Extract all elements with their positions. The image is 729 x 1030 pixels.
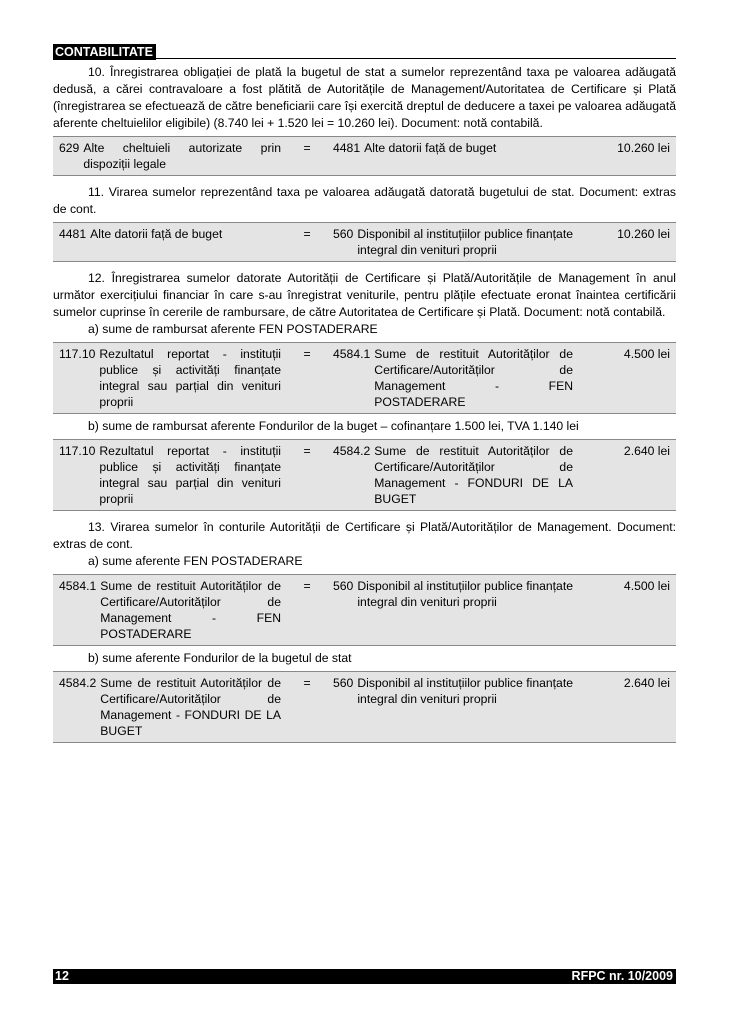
paragraph-10: 10. Înregistrarea obligației de plată la bugetul de stat a sumelor reprezentând taxa pe valoarea adăugată dedusă, a cărei contravaloare a fost plătită de Autoritățile de Management/Autoritatea de Certificare și Plată (înregistrarea se efectuează de către beneficiarii care își exercită dreptul de deducere a taxei pe valoarea adăugată aferente cheltuielilor eligibile) (8.740 lei + 1.520 lei = 10.260 lei). Document: notă contabilă. (53, 65, 676, 130)
debit-account (53, 440, 281, 510)
entry-amount: 4.500 lei (623, 347, 670, 361)
paragraph-13a: a) sume aferente FEN POSTADERARE (88, 554, 303, 568)
debit-account (53, 672, 281, 742)
equals-sign: = (303, 444, 311, 458)
debit-account (53, 137, 281, 175)
credit-account (333, 440, 573, 510)
equals-sign: = (303, 227, 311, 241)
debit-code: 117.10 (59, 347, 96, 361)
debit-name: Alte datorii față de buget (90, 227, 223, 241)
debit-account (53, 223, 281, 261)
credit-name: Alte datorii față de buget (364, 141, 497, 155)
magazine-issue: RFPC nr. 10/2009 (571, 969, 673, 983)
debit-name: Sume de restituit Autorităților de Certificare/Autorităților de Management - FEN POSTADERARE (100, 579, 281, 641)
credit-code: 4584.1 (333, 347, 371, 361)
credit-account (333, 575, 573, 645)
journal-entry-12b (53, 439, 676, 511)
entry-amount: 10.260 lei (617, 227, 670, 241)
credit-account (333, 223, 573, 261)
paragraph-11: 11. Virarea sumelor reprezentând taxa pe valoarea adăugată datorată bugetului de stat. Document: extras de cont. (53, 185, 676, 216)
paragraph-12a: a) sume de rambursat aferente FEN POSTADERARE (88, 322, 378, 336)
entry-amount: 4.500 lei (623, 579, 670, 593)
credit-account (333, 137, 573, 175)
credit-name: Sume de restituit Autorităților de Certificare/Autorităților de Management - FEN POSTADERARE (374, 347, 573, 409)
debit-code: 4584.1 (59, 579, 97, 593)
debit-account (53, 343, 281, 413)
paragraph-12b: b) sume de rambursat aferente Fondurilor de la buget – cofinanțare 1.500 lei, TVA 1.140 lei (88, 419, 579, 433)
debit-account (53, 575, 281, 645)
debit-code: 4481 (59, 227, 87, 241)
equals-sign: = (303, 347, 311, 361)
debit-code: 629 (59, 141, 80, 155)
debit-name: Alte cheltuieli autorizate prin dispoziții legale (83, 141, 281, 171)
credit-account (333, 343, 573, 413)
credit-code: 560 (333, 579, 354, 593)
journal-entry-11 (53, 222, 676, 262)
equals-sign: = (303, 141, 311, 155)
equals-sign: = (303, 579, 311, 593)
credit-account (333, 672, 573, 742)
journal-entry-10 (53, 136, 676, 176)
entry-amount: 10.260 lei (617, 141, 670, 155)
credit-code: 560 (333, 676, 354, 690)
paragraph-13b: b) sume aferente Fondurilor de la bugetul de stat (88, 651, 352, 665)
credit-code: 4481 (333, 141, 361, 155)
credit-name: Disponibil al instituțiilor publice finanțate integral din venituri proprii (357, 676, 573, 706)
debit-name: Sume de restituit Autorităților de Certificare/Autorităților de Management - FONDURI DE LA BUGET (100, 676, 281, 738)
credit-code: 4584.2 (333, 444, 371, 458)
document-body (53, 64, 676, 747)
journal-entry-13a (53, 574, 676, 646)
section-header: CONTABILITATE (53, 44, 156, 60)
entry-amount: 2.640 lei (623, 444, 670, 458)
page-footer (53, 969, 676, 984)
paragraph-13: 13. Virarea sumelor în conturile Autorității de Certificare și Plată/Autorităților de Management. Document: extras de cont. (53, 520, 676, 551)
credit-name: Disponibil al instituțiilor publice finanțate integral din venituri proprii (357, 227, 573, 257)
entry-amount: 2.640 lei (623, 676, 670, 690)
credit-name: Disponibil al instituțiilor publice finanțate integral din venituri proprii (357, 579, 573, 609)
paragraph-12: 12. Înregistrarea sumelor datorate Autorității de Certificare și Plată/Autoritățile de Management în anul următor exercițiului financiar în care s-au înregistrat veniturile, pentru plățile efectuate eronat înaintea certificării sumelor cuprinse în cererile de rambursare, de către Autoritatea de Certificare și Plată. Document: notă contabilă. (53, 271, 676, 319)
debit-code: 117.10 (59, 444, 96, 458)
debit-name: Rezultatul reportat - instituții publice și activități finanțate integral sau parțial din venituri proprii (99, 347, 281, 409)
debit-code: 4584.2 (59, 676, 97, 690)
page-number: 12 (55, 969, 69, 983)
journal-entry-12a (53, 342, 676, 414)
debit-name: Rezultatul reportat - instituții publice și activități finanțate integral sau parțial din venituri proprii (99, 444, 281, 506)
credit-name: Sume de restituit Autorităților de Certificare/Autorităților de Management - FONDURI DE LA BUGET (374, 444, 573, 506)
credit-code: 560 (333, 227, 354, 241)
header-rule (53, 58, 676, 59)
equals-sign: = (303, 676, 311, 690)
journal-entry-13b (53, 671, 676, 743)
